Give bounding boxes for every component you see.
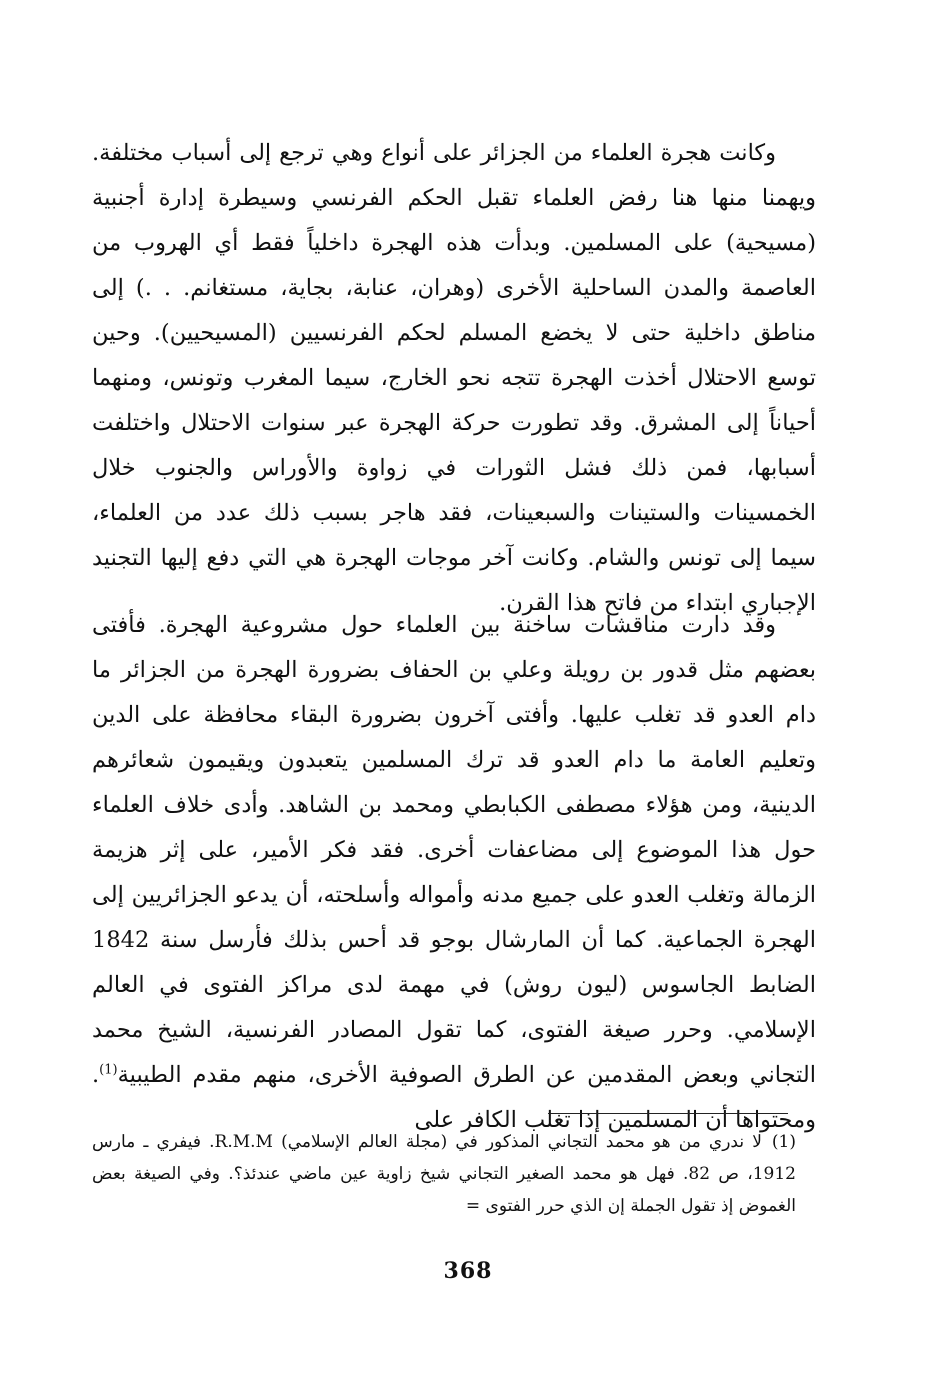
paragraph-2-tail: . ومحتواها أن المسلمين إذا تغلب الكافر على <box>92 1062 816 1133</box>
paragraph-2-main: وقد دارت مناقشات ساخنة بين العلماء حول مشروعية الهجرة. فأفتى بعضهم مثل قدور بن رويلة وعلي بن الحفاف بضرورة الهجرة من الجزائر ما دام العدو قد تغلب عليها. وأفتى آخرون بضرورة البقاء محافظة على الدين وتعليم العامة ما دام العدو قد ترك المسلمين يتعبدون ويقيمون شعائرهم الدينية، ومن هؤلاء مصطفى الكبابطي ومحمد بن الشاهد. وأدى خلاف العلماء حول هذا الموضوع إلى مضاعفات أخرى. فقد فكر الأمير، على إثر هزيمة الزمالة وتغلب العدو على جميع مدنه وأمواله وأسلحته، أن يدعو الجزائريين إلى الهجرة الجماعية. كما أن المارشال بوجو قد أحس بذلك فأرسل سنة 1842 الضابط الجاسوس (ليون روش) في مهمة لدى مراكز الفتوى في العالم الإسلامي. وحرر صيغة الفتوى، كما تقول المصادر الفرنسية، الشيخ محمد التجاني وبعض المقدمين عن الطرق الصوفية الأخرى، منهم مقدم الطيبية <box>92 612 816 1088</box>
footnote-text: لا ندري من هو محمد التجاني المذكور في (مجلة العالم الإسلامي) R.M.M. فيفري ـ مارس 1912، ص 82. فهل هو محمد الصغير التجاني شيخ زاوية عين ماضي عندئذ؟. وفي الصيغة بعض الغموض إذ تقول الجملة إن الذي حرر الفتوى = <box>92 1132 796 1216</box>
footnote-separator <box>548 1113 788 1114</box>
paragraph-1: وكانت هجرة العلماء من الجزائر على أنواع وهي ترجع إلى أسباب مختلفة. ويهمنا منها هنا رفض العلماء تقبل الحكم الفرنسي وسيطرة إدارة أجنبية (مسيحية) على المسلمين. وبدأت هذه الهجرة داخلياً فقط أي الهروب من العاصمة والمدن الساحلية الأخرى (وهران، عنابة، بجاية، مستغانم. . .) إلى مناطق داخلية حتى لا يخضع المسلم لحكم الفرنسيين (المسيحيين). وحين توسع الاحتلال أخذت الهجرة تتجه نحو الخارج، سيما المغرب وتونس، ومنهما أحياناً إلى المشرق. وقد تطورت حركة الهجرة عبر سنوات الاحتلال واختلفت أسبابها، فمن ذلك فشل الثورات في زواوة والأوراس والجنوب خلال الخمسينات والستينات والسبعينات، فقد هاجر بسبب ذلك عدد من العلماء، سيما إلى تونس والشام. وكانت آخر موجات الهجرة هي التي دفع إليها التجنيد الإجباري ابتداء من فاتح هذا القرن. <box>92 140 816 616</box>
footnote-number: (1) <box>771 1132 796 1152</box>
page-number: 368 <box>443 1258 493 1284</box>
paragraph-2 <box>92 603 816 1143</box>
footnote <box>92 1126 796 1222</box>
footnote-reference[interactable]: (1) <box>99 1062 118 1078</box>
